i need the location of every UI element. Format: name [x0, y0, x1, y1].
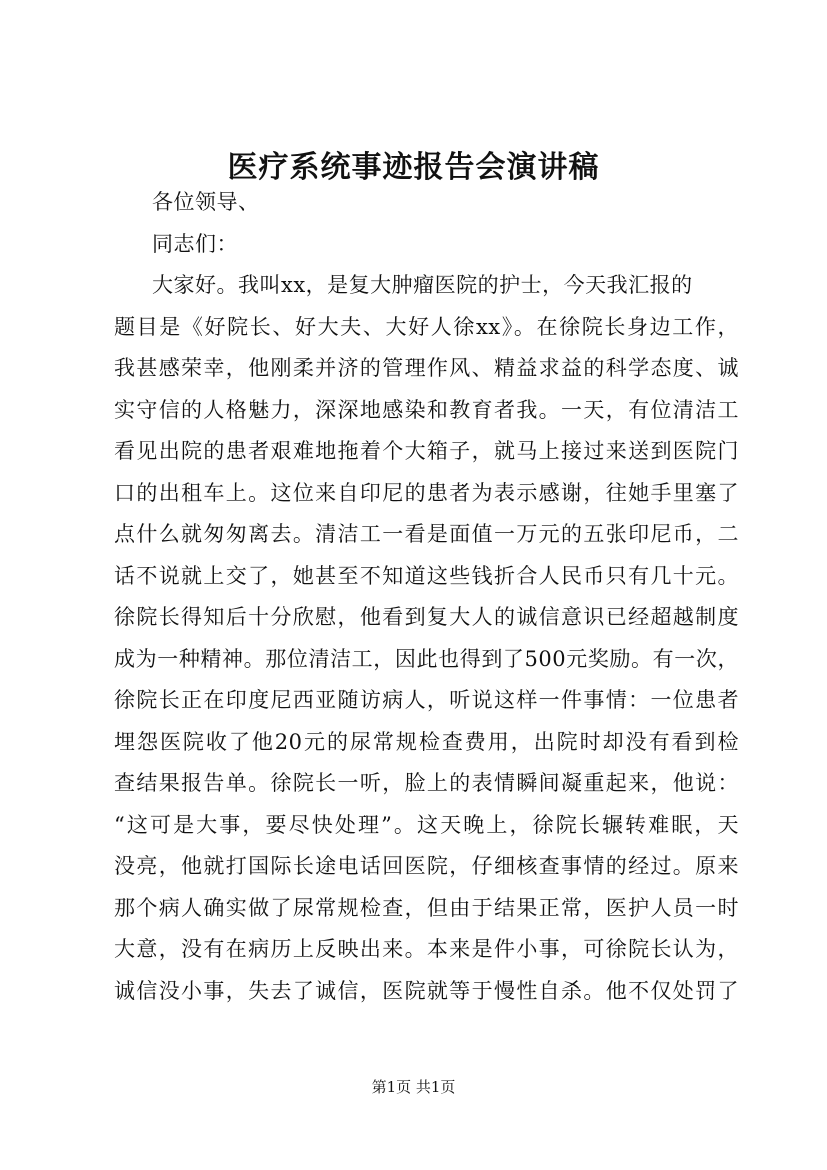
paragraph-line: 实守信的人格魅力，深深地感染和教育者我。一天，有位清洁工 [114, 397, 739, 422]
paragraph-line: 口的出租车上。这位来自印尼的患者为表示感谢，往她手里塞了 [114, 480, 739, 505]
paragraph-line: 题目是《好院长、好大夫、大好人徐xx》。在徐院长身边工作， [114, 314, 739, 339]
salutation-line: 各位领导、 [152, 190, 260, 214]
paragraph-line: 诚信没小事，失去了诚信，医院就等于慢性自杀。他不仅处罚了 [114, 978, 739, 1003]
document-body [114, 168, 739, 1012]
paragraph-line: 成为一种精神。那位清洁工，因此也得到了500元奖励。有一次， [114, 646, 739, 671]
paragraph-line: 我甚感荣幸，他刚柔并济的管理作风、精益求益的科学态度、诚 [114, 356, 739, 380]
paragraph-line: 大家好。我叫xx，是复大肿瘤医院的护士，今天我汇报的 [152, 273, 693, 297]
paragraph-line: 没亮，他就打国际长途电话回医院，仔细核查事情的经过。原来 [114, 854, 739, 878]
paragraph-line: 大意，没有在病历上反映出来。本来是件小事，可徐院长认为， [114, 937, 739, 961]
paragraph-line: “这可是大事，要尽快处理”。这天晚上，徐院长辗转难眠，天 [114, 812, 739, 837]
paragraph-line: 点什么就匆匆离去。清洁工一看是面值一万元的五张印尼币，二 [114, 522, 739, 546]
paragraph-line: 那个病人确实做了尿常规检查，但由于结果正常，医护人员一时 [114, 895, 739, 920]
paragraph-line: 话不说就上交了，她甚至不知道这些钱折合人民币只有几十元。 [114, 563, 739, 588]
page-number-footer: 第1页 共1页 [371, 1078, 456, 1096]
paragraph-line: 徐院长得知后十分欣慰，他看到复大人的诚信意识已经超越制度 [114, 605, 739, 629]
salutation-line: 同志们： [152, 231, 238, 256]
paragraph-line: 查结果报告单。徐院长一听，脸上的表情瞬间凝重起来，他说： [114, 771, 739, 795]
paragraph-line: 埋怨医院收了他20元的尿常规检查费用，出院时却没有看到检 [114, 729, 739, 754]
paragraph-line: 徐院长正在印度尼西亚随访病人，听说这样一件事情：一位患者 [114, 688, 739, 712]
paragraph-line: 看见出院的患者艰难地拖着个大箱子，就马上接过来送到医院门 [114, 439, 739, 463]
document-title: 医疗系统事迹报告会演讲稿 [227, 150, 600, 185]
